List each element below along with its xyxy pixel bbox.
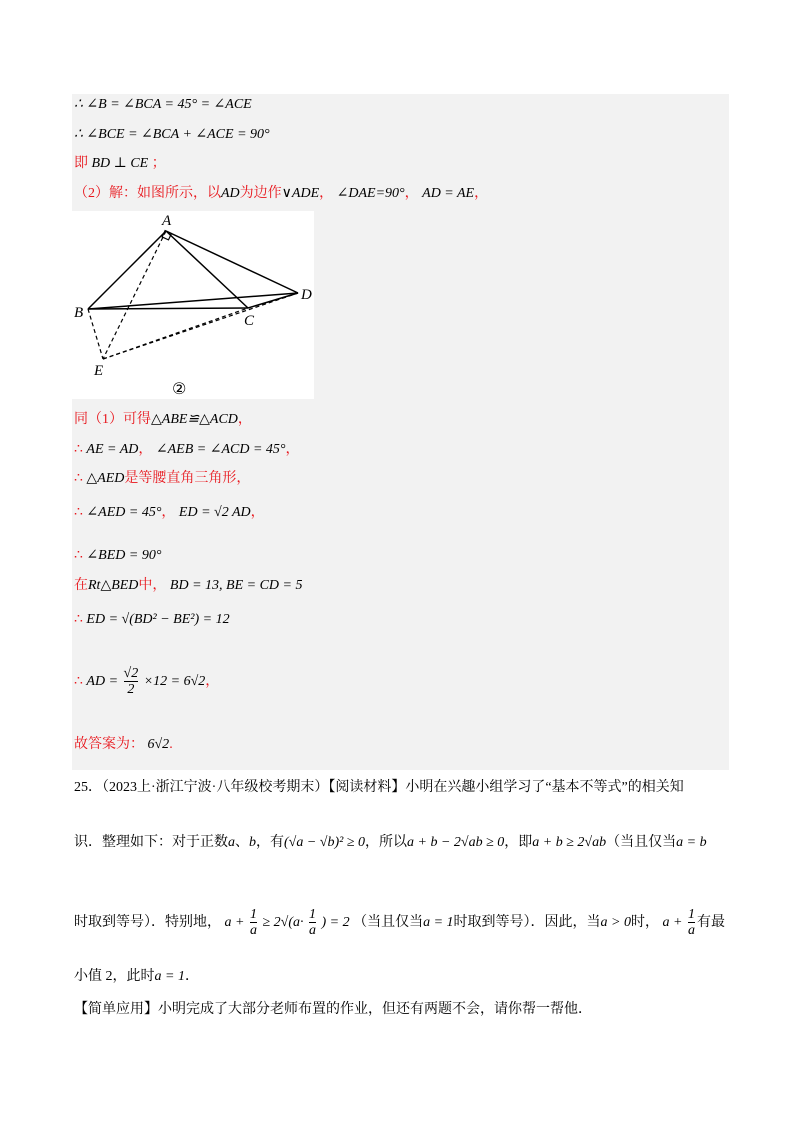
numerator: 1 bbox=[687, 907, 695, 923]
text: ， bbox=[285, 442, 300, 457]
segment-bd bbox=[88, 293, 298, 309]
segment-bc bbox=[88, 308, 248, 309]
solution-line-3 bbox=[74, 154, 166, 174]
math-expr: ∴ ∠B = ∠BCA = 45° = ∠ACE bbox=[74, 97, 252, 112]
math-expr: a = 1 bbox=[154, 969, 185, 984]
math-expr: ∠AEB = ∠ACD = 45° bbox=[155, 442, 286, 457]
solution-line-5 bbox=[74, 410, 252, 430]
text: ， bbox=[474, 186, 489, 201]
numerator: 1 bbox=[249, 907, 257, 923]
therefore-symbol: ∴ bbox=[74, 442, 83, 457]
text: ； bbox=[151, 156, 166, 171]
math-expr: ) = 2 bbox=[321, 915, 350, 930]
math-expr: △AED bbox=[86, 471, 125, 486]
text: 同（1）可得 bbox=[74, 412, 151, 427]
denominator: 2 bbox=[127, 682, 135, 698]
text: 是等腰直角三角形， bbox=[124, 471, 251, 486]
label-d: D bbox=[301, 287, 312, 303]
math-expr: ∠AED = 45° bbox=[86, 505, 162, 520]
therefore-symbol: ∴ bbox=[74, 548, 83, 563]
math-expr: ∠DAE=90° bbox=[336, 186, 405, 201]
therefore-symbol: ∴ bbox=[74, 505, 83, 520]
solution-line-11 bbox=[74, 610, 230, 630]
problem25-line-2 bbox=[74, 833, 707, 853]
text: 即 bbox=[74, 156, 88, 171]
math-expr: a + b ≥ 2√ab bbox=[532, 835, 607, 850]
math-expr: a + bbox=[224, 915, 245, 930]
segment-ab bbox=[88, 231, 166, 309]
math-expr: a = b bbox=[676, 835, 707, 850]
text: （当且仅当 bbox=[353, 915, 424, 930]
label-a: A bbox=[162, 213, 172, 229]
denominator: a bbox=[249, 923, 257, 939]
math-expr: ED = √(BD² − BE²) = 12 bbox=[86, 612, 230, 627]
math-expr: AD = bbox=[86, 674, 119, 689]
text: 小值 2，此时 bbox=[74, 969, 155, 984]
text: （2）解：如图所示，以 bbox=[74, 186, 221, 201]
label-c: C bbox=[244, 313, 255, 329]
right-angle-mark bbox=[162, 231, 171, 240]
fraction bbox=[250, 907, 257, 938]
math-expr: 6√2 bbox=[147, 737, 170, 752]
denominator: a bbox=[308, 923, 316, 939]
math-expr: ∴ ∠BCE = ∠BCA + ∠ACE = 90° bbox=[74, 127, 270, 142]
text: ，所以 bbox=[365, 835, 408, 850]
math-expr: BD = 13, BE = CD = 5 bbox=[169, 578, 303, 593]
text: ， bbox=[250, 505, 265, 520]
math-expr: a + b − 2√ab ≥ 0 bbox=[407, 835, 505, 850]
solution-line-10 bbox=[74, 576, 302, 596]
text: ， bbox=[205, 674, 220, 689]
fraction bbox=[688, 907, 695, 938]
math-expr: ∠BED = 90° bbox=[86, 548, 162, 563]
solution-line-7 bbox=[74, 469, 250, 489]
figure-caption: ② bbox=[172, 379, 187, 398]
solution-line-9 bbox=[74, 546, 161, 566]
math-expr: △ABE≌△ACD bbox=[151, 412, 238, 427]
problem25-line-3 bbox=[74, 905, 725, 941]
figure-svg bbox=[72, 211, 314, 399]
text: ， bbox=[161, 505, 176, 520]
math-expr: a bbox=[228, 835, 235, 850]
math-expr: a = 1 bbox=[423, 915, 454, 930]
math-expr: AD bbox=[221, 186, 240, 201]
text: 中， bbox=[138, 578, 167, 593]
text: （当且仅当 bbox=[606, 835, 677, 850]
text: ，即 bbox=[504, 835, 533, 850]
segment-ac bbox=[166, 231, 248, 308]
text: 时取到等号）．因此，当 bbox=[453, 915, 601, 930]
label-e: E bbox=[94, 363, 104, 379]
therefore-symbol: ∴ bbox=[74, 612, 83, 627]
text: 时取到等号）．特别地， bbox=[74, 915, 221, 930]
text: 识．整理如下：对于正数 bbox=[74, 835, 228, 850]
math-expr: AD = AE bbox=[422, 186, 475, 201]
problem25-line-4 bbox=[74, 967, 199, 987]
therefore-symbol: ∴ bbox=[74, 471, 83, 486]
fraction bbox=[124, 666, 139, 697]
problem25-line-5: 【简单应用】小明完成了大部分老师布置的作业，但还有两题不会，请你帮一帮他． bbox=[74, 1002, 592, 1017]
text: ， bbox=[138, 442, 153, 457]
text: ， bbox=[237, 412, 252, 427]
text: 故答案为： bbox=[74, 737, 144, 752]
math-expr: a > 0 bbox=[600, 915, 631, 930]
text: 为边作 bbox=[239, 186, 282, 201]
solution-line-8 bbox=[74, 503, 265, 523]
numerator: 1 bbox=[308, 907, 316, 923]
math-expr: ≥ 2√(a· bbox=[262, 915, 304, 930]
therefore-symbol: ∴ bbox=[74, 674, 83, 689]
math-expr: BD ⊥ CE bbox=[91, 156, 149, 171]
text: 有最 bbox=[696, 915, 725, 930]
text: . bbox=[169, 737, 173, 752]
math-expr: a + bbox=[662, 915, 683, 930]
math-expr: AE = AD bbox=[86, 442, 139, 457]
math-expr: b bbox=[249, 835, 256, 850]
segment-ad bbox=[166, 231, 298, 293]
text: ． bbox=[184, 969, 199, 984]
solution-line-6 bbox=[74, 440, 300, 460]
label-b: B bbox=[74, 305, 84, 321]
problem25-line-1: 25．（2023上·浙江宁波·八年级校考期末）【阅读材料】小明在兴趣小组学习了“基本不等式”的相关知 bbox=[74, 780, 684, 795]
solution-line-2 bbox=[74, 125, 270, 145]
text: ，有 bbox=[256, 835, 284, 850]
solution-answer bbox=[74, 735, 173, 755]
denominator: a bbox=[687, 923, 695, 939]
solution-line-1 bbox=[74, 95, 252, 115]
math-expr: (√a − √b)² ≥ 0 bbox=[284, 835, 366, 850]
numerator: √2 bbox=[123, 666, 139, 682]
text: 在 bbox=[74, 578, 88, 593]
text: ， bbox=[404, 186, 419, 201]
fraction bbox=[309, 907, 316, 938]
segment-ed bbox=[103, 293, 298, 359]
segment-be bbox=[88, 309, 103, 359]
geometry-figure bbox=[72, 211, 314, 399]
math-expr: ED = √2 AD bbox=[178, 505, 251, 520]
solution-line-4 bbox=[74, 184, 488, 204]
math-expr: ∨ADE bbox=[281, 186, 320, 201]
math-expr: ×12 = 6√2 bbox=[143, 674, 206, 689]
solution-line-12 bbox=[74, 664, 219, 700]
text: ， bbox=[319, 186, 334, 201]
math-expr: Rt△BED bbox=[88, 578, 139, 593]
text: 时， bbox=[631, 915, 659, 930]
text: 、 bbox=[235, 835, 249, 850]
